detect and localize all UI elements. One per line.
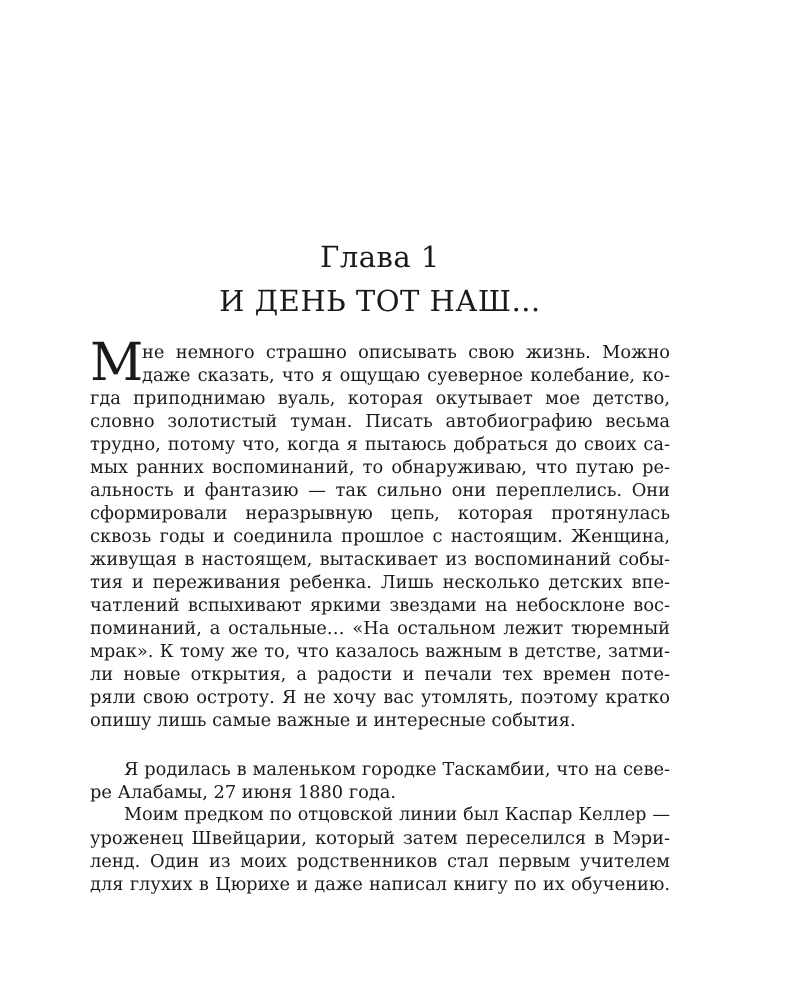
- paragraph-1: [90, 333, 670, 732]
- text-line: не немного страшно описывать свою жизнь. Можно: [142, 342, 670, 363]
- text-line: ли новые открытия, а радости и печали тех времен поте-: [90, 664, 670, 685]
- text-line: сформировали неразрывную цепь, которая протянулась: [90, 503, 670, 524]
- text-line: ре Алабамы, 27 июня 1880 года.: [90, 782, 396, 803]
- text-line: уроженец Швейцарии, который затем переселился в Мэри-: [90, 828, 670, 849]
- text-line: опишу лишь самые важные и интересные события.: [90, 710, 576, 731]
- chapter-title: И ДЕНЬ ТОТ НАШ…: [219, 284, 541, 318]
- text-line: живущая в настоящем, вытаскивает из воспоминаний собы-: [90, 549, 670, 570]
- text-line: словно золотистый туман. Писать автобиографию весьма: [90, 411, 670, 432]
- text-line: мых ранних воспоминаний, то обнаруживаю, что путаю ре-: [90, 457, 670, 478]
- text-line: даже сказать, что я ощущаю суеверное колебание, ко-: [142, 365, 670, 386]
- text-line: Я родилась в маленьком городке Таскамбии, что на севе-: [124, 759, 670, 780]
- text-line: для глухих в Цюрихе и даже написал книгу по их обучению.: [90, 874, 670, 895]
- text-line: ленд. Один из моих родственников стал первым учителем: [90, 851, 670, 872]
- text-line: трудно, потому что, когда я пытаюсь добраться до своих са-: [90, 434, 670, 455]
- text-line: альность и фантазию — так сильно они переплелись. Они: [90, 480, 670, 501]
- text-line: Моим предком по отцовской линии был Каспар Келлер —: [124, 805, 670, 825]
- text-line: мрак». К тому же то, что казалось важным в детстве, затми-: [90, 641, 670, 662]
- text-line: ряли свою остроту. Я не хочу вас утомлять, поэтому кратко: [90, 687, 670, 708]
- chapter-number: Глава 1: [320, 240, 440, 274]
- drop-cap: М: [90, 333, 144, 393]
- text-line: гда приподнимаю вуаль, которая окутывает мое детство,: [90, 388, 670, 409]
- text-line: чатлений вспыхивают яркими звездами на небосклоне вос-: [90, 595, 670, 616]
- paragraph-2-3: [90, 758, 670, 896]
- text-line: поминаний, а остальные… «На остальном лежит тюремный: [90, 618, 670, 639]
- text-line: сквозь годы и соединила прошлое с настоящим. Женщина,: [90, 526, 670, 547]
- text-line: тия и переживания ребенка. Лишь несколько детских впе-: [90, 572, 670, 593]
